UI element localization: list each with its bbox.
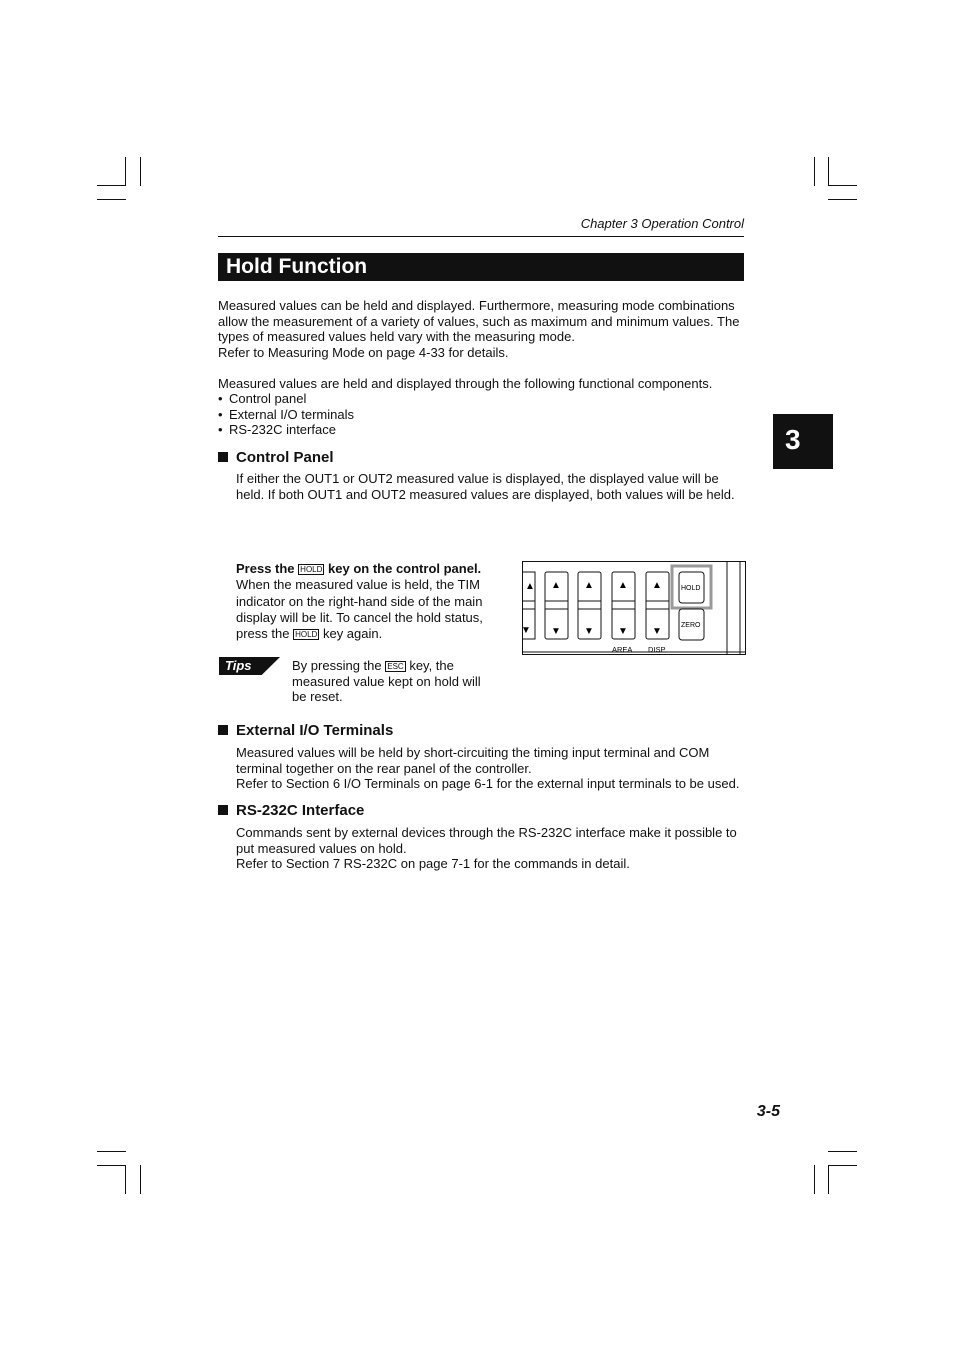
hold-button[interactable] bbox=[679, 572, 704, 603]
hold-key-icon: HOLD bbox=[295, 630, 318, 640]
list-item: • External I/O terminals bbox=[218, 407, 518, 423]
section-heading-io-terminals: External I/O Terminals bbox=[218, 722, 393, 739]
square-bullet-icon bbox=[218, 725, 228, 735]
tips-label: Tips bbox=[225, 658, 252, 673]
disp-label: DISP bbox=[648, 645, 666, 654]
down-arrow-icon: ▼ bbox=[521, 625, 531, 636]
up-arrow-icon: ▲ bbox=[618, 580, 628, 591]
area-label: AREA bbox=[612, 645, 633, 654]
down-arrow-icon: ▼ bbox=[551, 626, 561, 637]
io-terminals-body: Measured values will be held by short-circuiting the timing input terminal and COM terminal together on the rear panel of the controller. Refer to Section 6 I/O Terminals on page 6-1 for the external input terminals to be used. bbox=[236, 745, 740, 791]
chapter-tab: 3 bbox=[773, 414, 833, 469]
up-arrow-icon: ▲ bbox=[551, 580, 561, 591]
esc-key-icon: ESC bbox=[387, 662, 404, 671]
area-button[interactable] bbox=[612, 572, 635, 639]
down-arrow-icon: ▼ bbox=[618, 626, 628, 637]
components-intro: Measured values are held and displayed through the following functional components. bbox=[218, 376, 713, 391]
header-rule bbox=[218, 236, 744, 237]
up-arrow-icon: ▲ bbox=[584, 580, 594, 591]
zero-button[interactable] bbox=[679, 609, 704, 640]
disp-button[interactable] bbox=[646, 572, 669, 639]
svg-text:ZERO: ZERO bbox=[681, 622, 701, 629]
control-panel-diagram bbox=[522, 561, 746, 655]
section-heading-control-panel: Control Panel bbox=[218, 449, 334, 466]
up-arrow-icon: ▲ bbox=[652, 580, 662, 591]
page-title: Hold Function bbox=[226, 255, 368, 278]
square-bullet-icon bbox=[218, 805, 228, 815]
list-item: • RS-232C interface bbox=[218, 422, 518, 438]
tips-body: By pressing the ESC key, the measured value kept on hold will be reset. bbox=[292, 658, 481, 705]
square-bullet-icon bbox=[218, 452, 228, 462]
down-arrow-icon: ▼ bbox=[584, 626, 594, 637]
control-panel-body: If either the OUT1 or OUT2 measured value is displayed, the displayed value will be held. If both OUT1 and OUT2 measured values are displayed, both values will be held. bbox=[236, 471, 735, 502]
intro-paragraph: Measured values can be held and displayed. Furthermore, measuring mode combinations allow the measurement of a variety of values, such as maximum and minimum values. The types of measured values held vary with the measuring mode. Refer to Measuring Mode on page 4-33 for details. bbox=[218, 298, 740, 360]
svg-text:HOLD: HOLD bbox=[681, 585, 701, 592]
page-number: 3-5 bbox=[756, 1103, 780, 1120]
press-instruction: Press the HOLD key on the control panel. When the measured value is held, the TIM indicator on the right-hand side of the main display will be lit. To cancel the hold status, press the HOLD key again. bbox=[236, 561, 483, 642]
running-head: Chapter 3 Operation Control bbox=[580, 216, 744, 231]
rs232c-body: Commands sent by external devices through the RS-232C interface make it possible to put measured values on hold. Refer to Section 7 RS-232C on page 7-1 for the commands in detail. bbox=[236, 825, 737, 871]
arrow-button-2[interactable] bbox=[578, 572, 601, 639]
down-arrow-icon: ▼ bbox=[652, 626, 662, 637]
list-item: • Control panel bbox=[218, 391, 518, 407]
component-list bbox=[218, 391, 518, 438]
up-arrow-icon: ▲ bbox=[525, 581, 535, 592]
hold-key-icon: HOLD bbox=[300, 565, 323, 574]
arrow-button-1[interactable] bbox=[545, 572, 568, 639]
section-heading-rs232c: RS-232C Interface bbox=[218, 802, 364, 819]
